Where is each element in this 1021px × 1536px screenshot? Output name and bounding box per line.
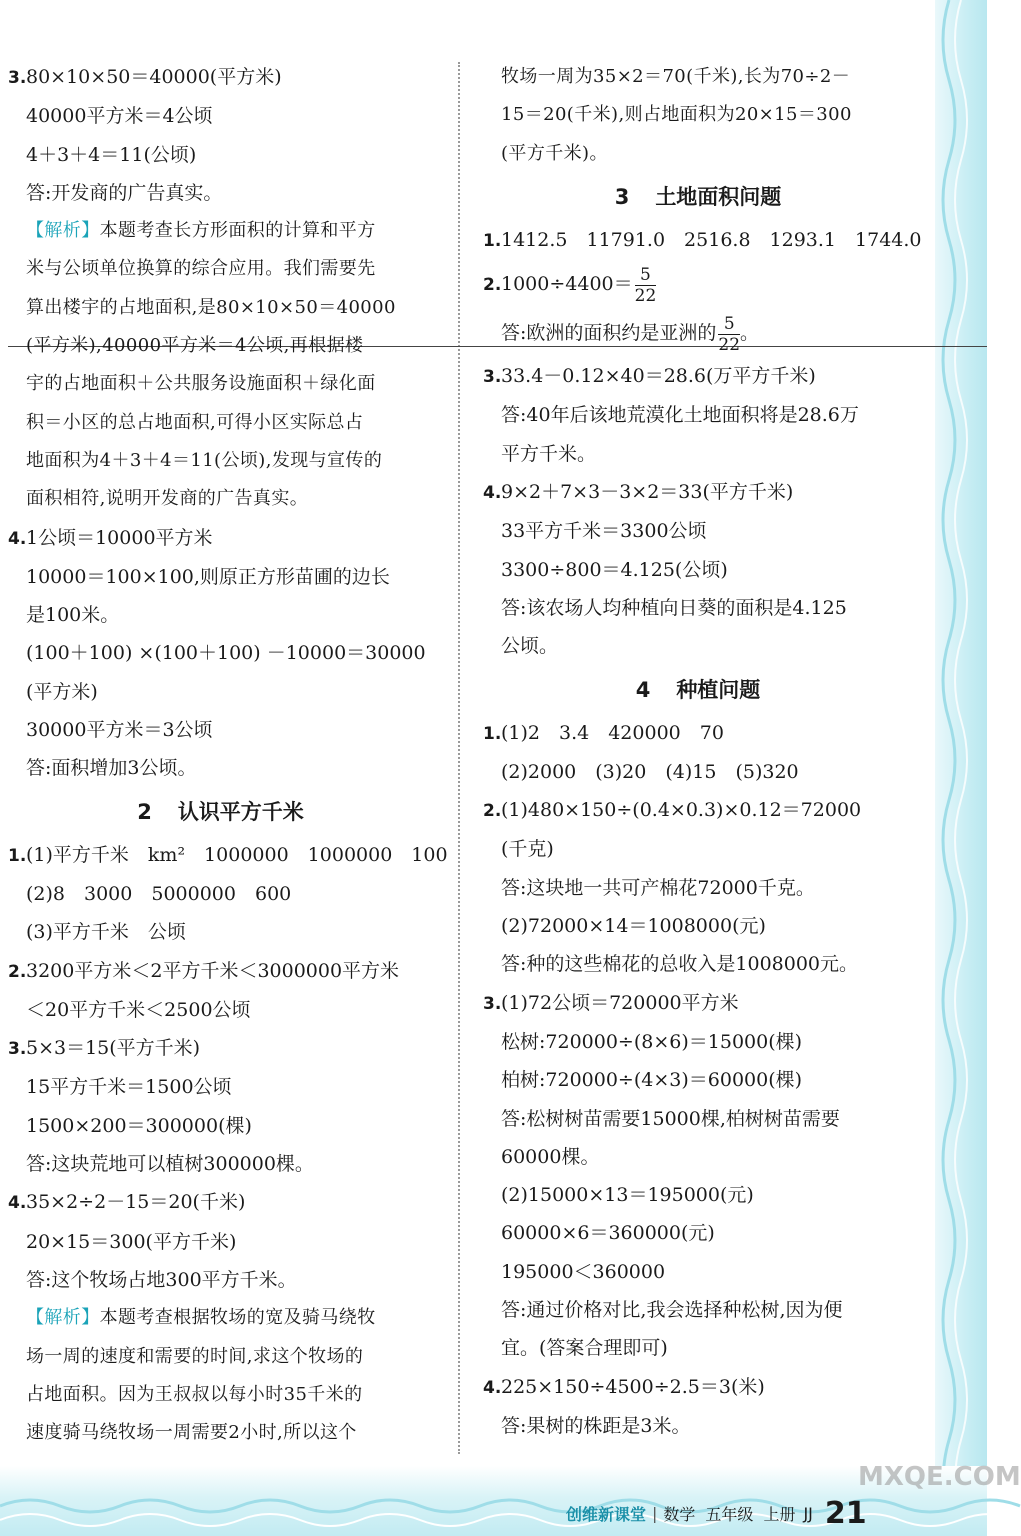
analysis-tag: 【解析】 <box>26 220 100 242</box>
answer-line: 答:这个牧场占地300平方千米。 <box>26 1268 297 1291</box>
answer-line: (千克) <box>501 838 554 861</box>
footer-grade: 五年级 <box>705 1504 754 1524</box>
answer-line: (2)72000×14＝1008000(元) <box>501 915 766 938</box>
answer-line: 1.(1)2 3.4 420000 70 <box>483 721 724 744</box>
answer-line: 3.80×10×50＝40000(平方米) <box>8 66 282 88</box>
analysis-line: (平方米),40000平方米＝4公顷,再根据楼 <box>26 335 364 357</box>
page-footer <box>566 1496 867 1530</box>
answer-line: (平方米) <box>26 680 98 703</box>
answer-line: 1.1412.5 11791.0 2516.8 1293.1 1744.0 <box>483 228 922 251</box>
analysis-line: 速度骑马绕牧场一周需要2小时,所以这个 <box>26 1422 357 1444</box>
answer-line: (100＋100) ×(100＋100) －10000＝30000 <box>26 642 426 665</box>
answer-line: 195000＜360000 <box>501 1260 666 1283</box>
answer-line: 3.33.4－0.12×40＝28.6(万平方千米) <box>483 365 816 388</box>
answer-line: 是100米。 <box>26 604 120 627</box>
footer-edition: JJ <box>803 1503 813 1523</box>
analysis-line: 牧场一周为35×2＝70(千米),长为70÷2－ <box>501 66 851 87</box>
answer-line: 20×15＝300(平方千米) <box>26 1230 237 1253</box>
answer-line: ＜20平方千米＜2500公顷 <box>26 998 251 1021</box>
watermark-logo: MXQE.COM <box>858 1462 1021 1492</box>
answer-line: 3.5×3＝15(平方千米) <box>8 1037 201 1060</box>
answer-line: 60000×6＝360000(元) <box>501 1222 715 1245</box>
analysis-line: 米与公顷单位换算的综合应用。我们需要先 <box>26 258 376 280</box>
answer-line: 松树:720000÷(8×6)＝15000(棵) <box>501 1030 803 1053</box>
analysis-line: 宇的占地面积＋公共服务设施面积＋绿化面 <box>26 373 376 395</box>
answer-line: 答:通过价格对比,我会选择种松树,因为便 <box>501 1299 843 1322</box>
answer-line: 33平方千米＝3300公顷 <box>501 520 707 543</box>
answer-line: 答:果树的株距是3米。 <box>501 1414 691 1437</box>
answer-line: (3)平方千米 公顷 <box>26 921 186 944</box>
answer-line: 4.9×2＋7×3－3×2＝33(平方千米) <box>483 481 794 504</box>
answer-line: 答:种的这些棉花的总收入是1008000元。 <box>501 953 859 976</box>
answer-line: 公顷。 <box>501 635 559 658</box>
answer-line: 30000平方米＝3公顷 <box>26 719 213 742</box>
answer-line: (2)8 3000 5000000 600 <box>26 882 292 905</box>
answer-line: 答:面积增加3公顷。 <box>26 757 197 780</box>
left-column <box>8 58 448 1452</box>
footer-subject: 数学 <box>663 1504 696 1524</box>
answer-line: 答:欧洲的面积约是亚洲的 $\frac{5}{22}$ 。 <box>501 313 760 355</box>
answer-line: (2)15000×13＝195000(元) <box>501 1184 754 1207</box>
analysis-line: 场一周的速度和需要的时间,求这个牧场的 <box>26 1345 364 1367</box>
section-title: 4 种植问题 <box>635 677 761 702</box>
fraction: $\frac{5}{22}$ <box>634 264 657 306</box>
answer-line: 2.(1)480×150÷(0.4×0.3)×0.12＝72000 <box>483 799 862 822</box>
analysis-line: 地面积为4＋3＋4＝11(公顷),发现与宣传的 <box>26 449 383 471</box>
answer-line: 4.35×2÷2－15＝20(千米) <box>8 1191 246 1214</box>
page-number: 21 <box>824 1495 867 1531</box>
answer-line: 答:这块地一共可产棉花72000千克。 <box>501 876 815 899</box>
answer-line: 1.(1)平方千米 km² 1000000 1000000 100 <box>8 843 448 866</box>
answer-line: 1500×200＝300000(棵) <box>26 1114 252 1137</box>
analysis-line: 【解析】本题考查根据牧场的宽及骑马绕牧 <box>26 1307 376 1329</box>
section-title: 3 土地面积问题 <box>614 184 782 209</box>
analysis-line: 15＝20(千米),则占地面积为20×15＝300 <box>501 104 852 126</box>
analysis-line: (平方千米)。 <box>501 142 608 164</box>
analysis-line: 【解析】本题考查长方形面积的计算和平方 <box>26 220 376 242</box>
fraction: $\frac{5}{22}$ <box>718 313 741 355</box>
answer-line: 4.1公顷＝10000平方米 <box>8 526 213 549</box>
analysis-line: 面积相符,说明开发商的广告真实。 <box>26 488 309 510</box>
analysis-tag: 【解析】 <box>26 1307 100 1329</box>
right-column <box>483 58 922 1445</box>
answer-line: 答:40年后该地荒漠化土地面积将是28.6万 <box>501 404 859 427</box>
answer-line: 答:这块荒地可以植树300000棵。 <box>26 1153 314 1176</box>
answer-line: 答:开发商的广告真实。 <box>26 181 223 204</box>
analysis-line: 积＝小区的总占地面积,可得小区实际总占 <box>26 411 364 433</box>
answer-line: 2.3200平方米＜2平方千米＜3000000平方米 <box>8 959 400 982</box>
answer-line: (2)2000 (3)20 (4)15 (5)320 <box>501 760 799 783</box>
answer-line: 平方千米。 <box>501 442 597 465</box>
answer-line: 宜。(答案合理即可) <box>501 1337 668 1360</box>
answer-line: 15平方千米＝1500公顷 <box>26 1076 232 1099</box>
analysis-line: 算出楼宇的占地面积,是80×10×50＝40000 <box>26 296 396 318</box>
answer-line: 2.1000÷4400＝ $\frac{5}{22}$ <box>483 264 657 306</box>
answer-line: 4.225×150÷4500÷2.5＝3(米) <box>483 1375 765 1398</box>
answer-line: 柏树:720000÷(4×3)＝60000(棵) <box>501 1069 803 1092</box>
section-title: 2 认识平方千米 <box>137 799 304 824</box>
brand-name: 创维新课堂 <box>566 1504 647 1524</box>
answer-line: 60000棵。 <box>501 1145 600 1168</box>
column-divider <box>458 62 460 1454</box>
answer-line: 答:该农场人均种植向日葵的面积是4.125 <box>501 596 847 619</box>
footer-volume: 上册 <box>763 1504 796 1524</box>
answer-line: 40000平方米＝4公顷 <box>26 105 213 128</box>
answer-line: 3300÷800＝4.125(公顷) <box>501 558 728 581</box>
footer-separator: | <box>652 1503 658 1523</box>
analysis-line: 占地面积。因为王叔叔以每小时35千米的 <box>26 1383 363 1405</box>
answer-line: 3.(1)72公顷＝720000平方米 <box>483 991 739 1014</box>
answer-line: 10000＝100×100,则原正方形苗圃的边长 <box>26 565 390 588</box>
answer-line: 4＋3＋4＝11(公顷) <box>26 143 197 166</box>
answer-line: 答:松树树苗需要15000棵,柏树树苗需要 <box>501 1107 840 1130</box>
